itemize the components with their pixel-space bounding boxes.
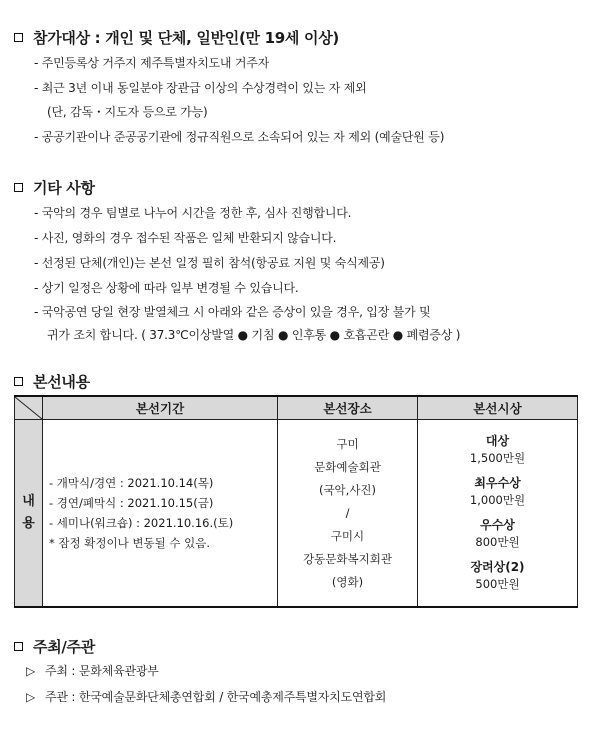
section-title: 주최/주관 <box>33 638 95 656</box>
place-line: (국악,사진) <box>318 482 377 497</box>
award-name: 최우수상 <box>474 476 521 490</box>
triangle-right-icon: ▷ <box>26 664 36 678</box>
place-line: 구미 <box>336 436 359 451</box>
place-cell <box>278 420 418 608</box>
section-misc-header <box>14 177 95 198</box>
award-name: 장려상(2) <box>470 560 525 574</box>
list-item: - 최근 3년 이내 동일분야 장관급 이상의 수상경력이 있는 자 제외 <box>34 81 367 95</box>
award-amount: 500만원 <box>475 577 520 591</box>
table-header-row <box>15 396 578 420</box>
finals-table <box>14 395 578 608</box>
row-label-char: 용 <box>22 516 35 531</box>
organizer-host: 주최 : 문화체육관광부 <box>45 664 159 678</box>
organizer-organizer: 주관 : 한국예술문화단체총연합회 / 한국예총제주특별자치도연합회 <box>45 690 387 704</box>
list-item: - 상기 일정은 상황에 따라 일부 변경될 수 있습니다. <box>34 281 299 295</box>
row-label <box>15 420 43 608</box>
header-awards: 본선시상 <box>418 396 578 420</box>
award-amount: 800만원 <box>475 535 520 549</box>
list-item: - 주민등록상 거주지 제주특별자치도내 거주자 <box>34 56 270 70</box>
list-item: - 국악의 경우 팀별로 나누어 시간을 정한 후, 심사 진행합니다. <box>34 206 352 220</box>
section-organizers-header <box>14 636 95 657</box>
period-line: - 세미나(워크숍) : 2021.10.16.(토) <box>49 516 234 530</box>
list-item: - 선정된 단체(개인)는 본선 일정 필히 참석(항공료 지원 및 숙식제공) <box>34 256 385 270</box>
checkbox-square-icon <box>14 642 23 651</box>
list-item <box>26 662 159 679</box>
diagonal-line-icon <box>15 397 42 419</box>
list-item <box>26 688 386 705</box>
place-line: 구미시 <box>330 528 365 543</box>
award-name: 우수상 <box>480 518 515 532</box>
section-finals-header <box>14 371 90 392</box>
award-amount: 1,000만원 <box>469 493 526 507</box>
section-title: 참가대상 : 개인 및 단체, 일반인(만 19세 이상) <box>33 29 339 47</box>
table-corner-cell <box>15 396 43 420</box>
checkbox-square-icon <box>14 377 23 386</box>
place-line: / <box>345 505 350 520</box>
award-name: 대상 <box>485 434 510 448</box>
period-note: * 잠정 확정이나 변동될 수 있음. <box>49 536 210 550</box>
list-item: - 공공기관이나 준공공기관에 정규직원으로 소속되어 있는 자 제외 (예술단원 등) <box>34 130 445 144</box>
checkbox-square-icon <box>14 183 23 192</box>
section-participants-header <box>14 27 339 48</box>
row-label-char: 내 <box>22 494 35 509</box>
list-item: - 국악공연 당일 현장 발열체크 시 아래와 같은 증상이 있을 경우, 입장 불가 및 <box>34 305 431 319</box>
header-place: 본선장소 <box>278 396 418 420</box>
list-item: (단, 감독・지도자 등으로 가능) <box>47 105 208 119</box>
period-cell <box>43 420 278 608</box>
list-item: 귀가 조치 합니다. ( 37.3℃이상발열 ● 기침 ● 인후통 ● 호흡곤란 ● 폐렴증상 ) <box>47 328 461 342</box>
section-title: 기타 사항 <box>33 179 95 197</box>
table-row <box>15 420 578 608</box>
award-amount: 1,500만원 <box>469 451 526 465</box>
period-line: - 경연/폐막식 : 2021.10.15(금) <box>49 496 214 510</box>
awards-cell <box>418 420 578 608</box>
place-line: (영화) <box>331 574 364 589</box>
section-title: 본선내용 <box>33 373 90 391</box>
list-item: - 사진, 영화의 경우 접수된 작품은 일체 반환되지 않습니다. <box>34 231 337 245</box>
period-line: - 개막식/경연 : 2021.10.14(목) <box>49 476 214 490</box>
place-line: 강동문화복지회관 <box>303 551 392 566</box>
checkbox-square-icon <box>14 33 23 42</box>
place-line: 문화예술회관 <box>314 459 381 474</box>
header-period: 본선기간 <box>43 396 278 420</box>
triangle-right-icon: ▷ <box>26 690 36 704</box>
